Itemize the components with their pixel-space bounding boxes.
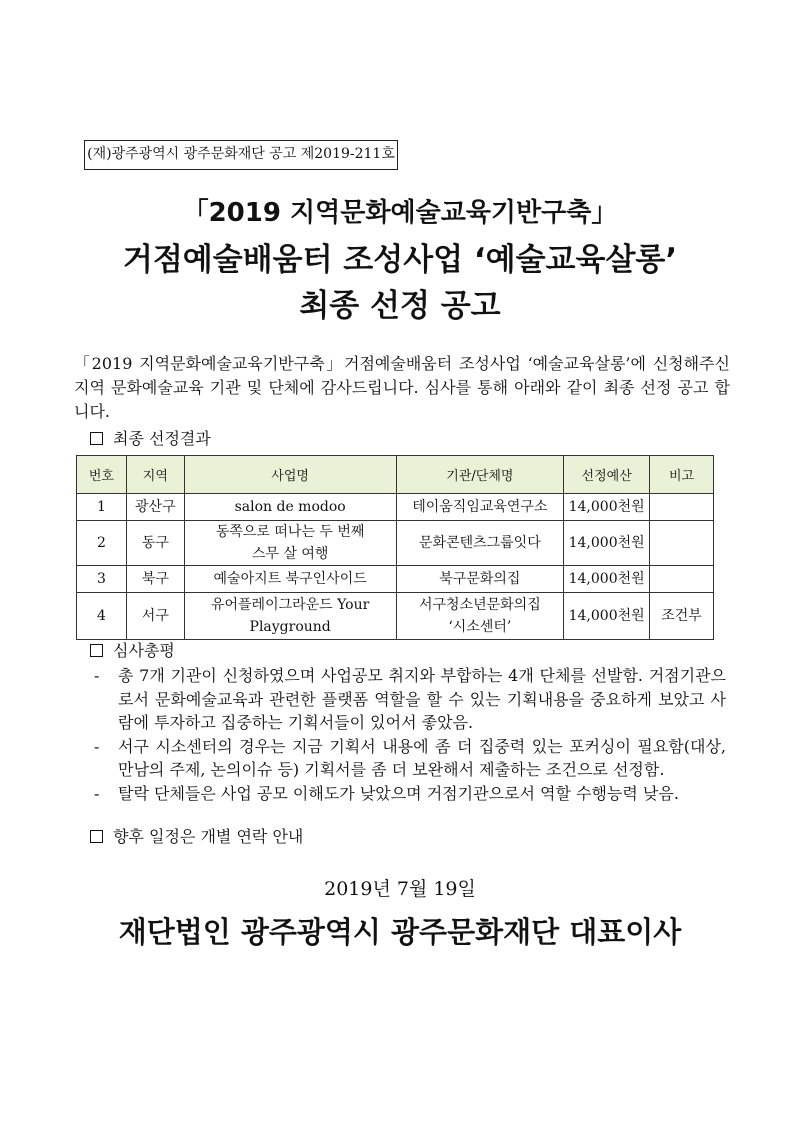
- table-row: [77, 593, 714, 640]
- cell-region: 북구: [126, 566, 184, 593]
- notice-number: (재)광주광역시 광주문화재단 공고 제2019-211호: [84, 140, 398, 170]
- cell-budget: 14,000천원: [564, 521, 650, 566]
- table-row: [77, 566, 714, 593]
- cell-organization: 문화콘텐츠그룹잇다: [396, 521, 564, 566]
- results-heading-text: 최종 선정결과: [113, 429, 211, 448]
- cell-region: 광산구: [126, 494, 184, 521]
- cell-organization: 서구청소년문화의집 ‘시소센터’: [396, 593, 564, 640]
- cell-number: 1: [77, 494, 127, 521]
- cell-number: 4: [77, 593, 127, 640]
- cell-budget: 14,000천원: [564, 494, 650, 521]
- review-section-heading: [90, 640, 175, 662]
- dash-bullet: -: [94, 736, 100, 756]
- review-item-text: 총 7개 기관이 신청하였으며 사업공모 취지와 부합하는 4개 단체를 선발함. 거점기관으로서 문화예술교육과 관련한 플랫폼 역할을 할 수 있는 기획내용을 중요하게 보았고 사람에 투자하고 집중하는 기획서들이 있어서 좋았음.: [118, 666, 726, 732]
- cell-region: 동구: [126, 521, 184, 566]
- review-heading-text: 심사총평: [113, 641, 175, 660]
- review-list: [94, 664, 726, 805]
- table-row: [77, 494, 714, 521]
- announcement-date: 2019년 7월 19일: [324, 878, 476, 900]
- schedule-section-heading: [90, 826, 303, 848]
- signer-name: 재단법인 광주광역시 광주문화재단 대표이사: [118, 915, 682, 949]
- header-region: 지역: [126, 456, 184, 494]
- cell-number: 3: [77, 566, 127, 593]
- schedule-heading-text: 향후 일정은 개별 연락 안내: [113, 827, 304, 846]
- title-line-1: 「2019 지역문화예술교육기반구축」: [182, 198, 618, 228]
- dash-bullet: -: [94, 783, 100, 803]
- header-project: 사업명: [184, 456, 396, 494]
- cell-project: salon de modoo: [184, 494, 396, 521]
- cell-project: 동쪽으로 떠나는 두 번째 스무 살 여행: [184, 521, 396, 566]
- cell-budget: 14,000천원: [564, 593, 650, 640]
- cell-budget: 14,000천원: [564, 566, 650, 593]
- cell-organization: 테이움직임교육연구소: [396, 494, 564, 521]
- dash-bullet: -: [94, 666, 100, 685]
- cell-note: [650, 494, 714, 521]
- table-header-row: [77, 456, 714, 494]
- checkbox-square-icon: [90, 830, 103, 843]
- cell-region: 서구: [126, 593, 184, 640]
- header-number: 번호: [77, 456, 127, 494]
- review-item-text: 서구 시소센터의 경우는 지금 기획서 내용에 좀 더 집중력 있는 포커싱이 필요함(대상, 만남의 주제, 논의이슈 등) 기획서를 좀 더 보완해서 제출하는 조건으로 선정함.: [118, 736, 726, 779]
- review-item-text: 탈락 단체들은 사업 공모 이해도가 낮았으며 거점기관으로서 역할 수행능력 낮음.: [118, 783, 679, 803]
- cell-note: [650, 521, 714, 566]
- header-note: 비고: [650, 456, 714, 494]
- cell-number: 2: [77, 521, 127, 566]
- title-line-3: 최종 선정 공고: [299, 288, 501, 324]
- table-row: [77, 521, 714, 566]
- cell-note: 조건부: [650, 593, 714, 640]
- intro-paragraph: 「2019 지역문화예술교육기반구축」거점예술배움터 조성사업 ‘예술교육살롱’에 신청해주신 지역 문화예술교육 기관 및 단체에 감사드립니다. 심사를 통해 아래와 같이 최종 선정 공고 합니다.: [74, 354, 730, 421]
- checkbox-square-icon: [90, 644, 103, 657]
- checkbox-square-icon: [90, 432, 103, 445]
- cell-project: 유어플레이그라운드 Your Playground: [184, 593, 396, 640]
- list-item: [94, 735, 726, 782]
- header-organization: 기관/단체명: [396, 456, 564, 494]
- results-section-heading: [90, 428, 211, 450]
- list-item: [94, 664, 726, 735]
- selection-results-table: [76, 455, 714, 640]
- header-budget: 선정예산: [564, 456, 650, 494]
- cell-organization: 북구문화의집: [396, 566, 564, 593]
- list-item: [94, 782, 726, 806]
- cell-note: [650, 566, 714, 593]
- cell-project: 예술아지트 북구인사이드: [184, 566, 396, 593]
- title-line-2: 거점예술배움터 조성사업 ‘예술교육살롱’: [122, 242, 678, 278]
